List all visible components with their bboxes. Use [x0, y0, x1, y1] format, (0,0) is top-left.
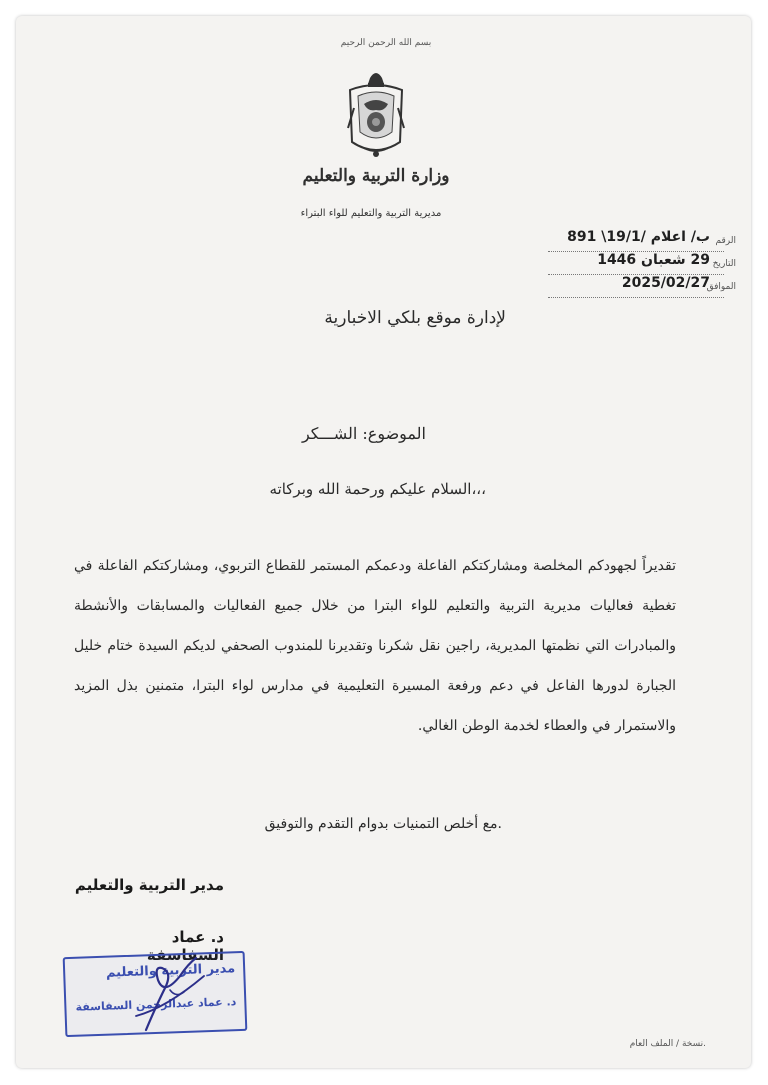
greeting: السلام عليكم ورحمة الله وبركاته،،، — [269, 480, 486, 498]
recipient: لإدارة موقع بلكي الاخبارية — [324, 308, 506, 328]
basmala: بسم الله الرحمن الرحيم — [340, 38, 432, 48]
reference-label: الرقم — [715, 236, 736, 246]
letter-page — [16, 16, 751, 1068]
ministry-name: وزارة التربية والتعليم — [302, 166, 450, 186]
stamp-title: مدير التربية والتعليم — [105, 961, 236, 981]
date-label: التاريخ — [712, 259, 736, 269]
jordan-coat-of-arms-icon — [344, 68, 408, 160]
signatory-name: د. عماد السفاسفة — [146, 928, 224, 964]
corresponding-label: الموافق — [706, 282, 736, 292]
gregorian-date-row — [548, 275, 736, 298]
closing-wishes: مع أخلص التمنيات بدوام التقدم والتوفيق. — [264, 816, 502, 832]
directorate-name: مديرية التربية والتعليم للواء البتراء — [300, 208, 442, 219]
hijri-date-row — [548, 252, 736, 275]
hijri-date: 29 شعبان 1446 — [597, 252, 710, 268]
reference-number-row — [548, 229, 736, 252]
copy-note: نسخة / الملف العام. — [629, 1039, 706, 1049]
letter-body: تقديراً لجهودكم المخلصة ومشاركتكم الفاعلة ودعمكم المستمر للقطاع التربوي، ومشاركتكم الفاعلة في تغطية فعاليات مديرية التربية والتعليم للواء البترا من خلال جميع الفعاليات والمسابقات والأنشطة والمبادرات التي نظمتها المديرية، راجين نقل شكرنا وتقديرنا للمندوب الصحفي لديكم السيدة ختام خليل الجبارة لدورها الفاعل في دعم ورفعة المسيرة التعليمية في مدارس لواء البترا، متمنين بذل المزيد والاستمرار في والعطاء لخدمة الوطن الغالي. — [74, 558, 676, 734]
reference-block — [548, 229, 736, 298]
stamp-name: د. عماد عبدالرحمن السفاسفة — [75, 995, 237, 1014]
signatory-title: مدير التربية والتعليم — [74, 876, 224, 894]
handwritten-signature — [76, 946, 226, 1036]
gregorian-date: 2025/02/27 — [621, 275, 710, 291]
subject-line: الموضوع: الشـــكر — [301, 424, 426, 443]
reference-number: ب/ اعلام /19/1\ 891 — [567, 229, 710, 245]
